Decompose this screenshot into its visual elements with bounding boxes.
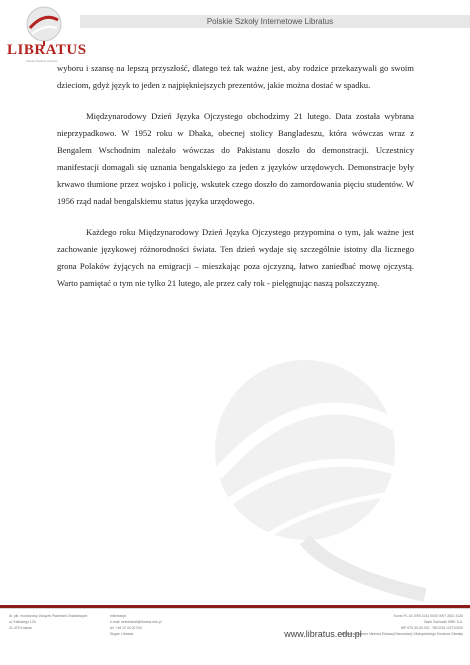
website-link[interactable]: www.libratus.edu.pl bbox=[284, 629, 362, 639]
paragraph: wyboru i szansę na lepszą przyszłość, dlatego też tak ważne jest, aby rodzice przekazywali go swoim dzieciom, gdyż język to jeden z najpiękniejszych prezentów, jakie można dostać w spadku. bbox=[57, 63, 414, 90]
footer-bank-info: Konto PL 16 1090 1014 0000 0007 2811 3126 Bank Zachodni WBK S.A. NIP 679-30-60-002 · REGON 122710020 Rejestracja przez Ministra Edukacji Narodowej i Małopolskiego Kuratora Oświaty bbox=[341, 614, 463, 636]
document-body bbox=[57, 60, 414, 306]
logo-name: LIBRATUS bbox=[7, 42, 87, 58]
header-title: Polskie Szkoły Internetowe Libratus bbox=[206, 17, 334, 26]
paragraph: Międzynarodowy Dzień Języka Ojczystego obchodzimy 21 lutego. Data została wybrana nieprzypadkowo. W 1952 roku w Dhaka, obecnej stolicy Bangladeszu, która wówczas wraz z Bengalem Wschodnim należało wówczas do Pakistanu doszło do demonstracji. Uczestnicy manifestacji domagali się uznania bengalskiego za jeden z języków urzędowych. Demonstracje były krwawo tłumione przez wojsko i policję, wskutek czego doszło do zamordowania pięciu studentów. W 1956 rząd nadał bengalskiemu status języka urzędowego. bbox=[57, 111, 414, 206]
globe-watermark-icon bbox=[195, 355, 435, 605]
footer-divider-thin bbox=[0, 608, 470, 609]
paragraph: Każdego roku Międzynarodowy Dzień Języka Ojczystego przypomina o tym, jak ważne jest zachowanie językowej różnorodności świata. Ten dzień wydaje się szczególnie istotny dla licznego grona Polaków żyjących na emigracji – mieszkając poza ojczyzną, łatwo zaniedbać mowę ojczystą. Warto pamiętać o tym nie tylko 21 lutego, ale przez cały rok - pielęgnując naszą polszczyznę. bbox=[57, 227, 414, 288]
globe-logo-icon bbox=[24, 4, 64, 46]
footer-address: Al. płk. mundurowy Związek Placówek Oświatowych ul. Kaliskiego 12b 01-476 Kraków bbox=[9, 614, 88, 630]
page-footer bbox=[0, 605, 470, 665]
logo-tagline: Szkoła Średnia Libratus bbox=[26, 59, 58, 63]
footer-contact: Informacje: e-mail: sekretariat@libratus.edu.pl tel. +48 12 44 00 000 Skype: Libratus bbox=[110, 614, 162, 636]
